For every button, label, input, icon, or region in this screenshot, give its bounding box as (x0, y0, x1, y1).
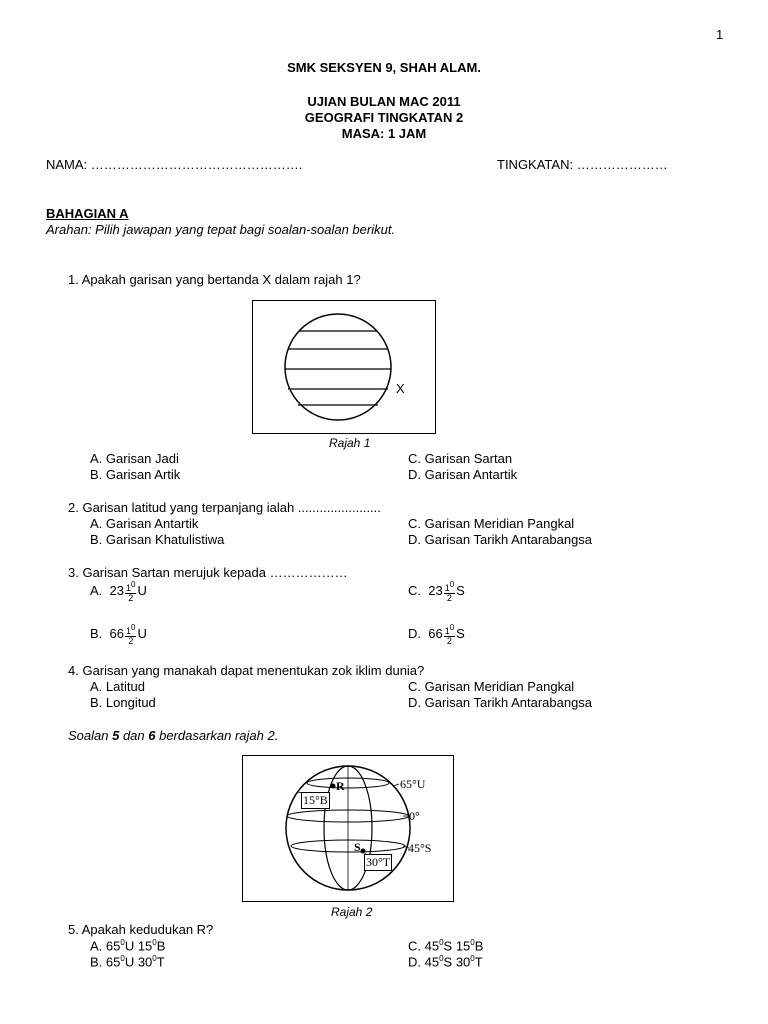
q3-c-letter: C. (408, 582, 421, 598)
latitude-65u-label: 65°U (400, 777, 426, 791)
longitude-15b-label: 15°B (303, 793, 328, 807)
question-2: 2. Garisan latitud yang terpanjang ialah ....................... (68, 500, 381, 515)
q4-option-b[interactable]: B. Longitud (90, 695, 156, 710)
q5-option-c[interactable]: C. $45^0S$ $15^0B$ (408, 938, 484, 954)
q4-option-c[interactable]: C. Garisan Meridian Pangkal (408, 679, 575, 694)
q1-option-a[interactable]: A. Garisan Jadi (90, 451, 179, 466)
q3-c-direction: S (456, 582, 465, 598)
section-instruction: Arahan: Pilih jawapan yang tepat bagi soalan-soalan berikut. (46, 222, 396, 237)
q1-option-d[interactable]: D. Garisan Antartik (408, 467, 518, 482)
q3-b-degree: 66 (109, 625, 124, 641)
fraction: $\frac{1^0}{2}$ (444, 580, 455, 603)
question-4: 4. Garisan yang manakah dapat menentukan zok iklim dunia? (68, 663, 425, 678)
q3-d-letter: D. (408, 625, 421, 641)
q2-option-a[interactable]: A. Garisan Antartik (90, 516, 199, 531)
figure-2 (242, 755, 454, 902)
globe-latitude-diagram (253, 301, 435, 433)
question-1: 1. Apakah garisan yang bertanda X dalam rajah 1? (68, 272, 361, 287)
q4-option-a[interactable]: A. Latitud (90, 679, 145, 694)
q4-option-d[interactable]: D. Garisan Tarikh Antarabangsa (408, 695, 593, 710)
q3-c-degree: 23 (428, 582, 443, 598)
point-r: R (336, 779, 345, 793)
q3-b-direction: U (137, 625, 147, 641)
q3-option-c[interactable] (408, 580, 465, 603)
fraction: $\frac{1^0}{2}$ (444, 623, 455, 646)
latitude-45s-label: 45°S (408, 841, 432, 855)
q5-option-a[interactable]: A. $65^0U$ $15^0B$ (90, 938, 166, 954)
q5-option-b[interactable]: B. $65^0U$ $30^0T$ (90, 954, 165, 970)
point-s: S (354, 840, 361, 854)
q5-option-d[interactable]: D. $45^0S$ $30^0T$ (408, 954, 483, 970)
figure-1-label-x: X (396, 381, 405, 396)
figure-2-caption: Rajah 2 (331, 905, 373, 919)
class-field: TINGKATAN: ………………… (497, 157, 668, 172)
name-field: NAMA: …………………………………………. (46, 157, 303, 172)
fraction: $\frac{1^0}{2}$ (126, 623, 136, 646)
q3-option-a[interactable] (90, 580, 147, 603)
time-title: MASA: 1 JAM (341, 126, 427, 141)
q2-option-b[interactable]: B. Garisan Khatulistiwa (90, 532, 225, 547)
q3-b-letter: B. (90, 625, 103, 641)
figure-1-caption: Rajah 1 (329, 436, 371, 450)
q3-option-d[interactable] (408, 623, 465, 646)
q3-a-letter: A. (90, 582, 103, 598)
q2-option-d[interactable]: D. Garisan Tarikh Antarabangsa (408, 532, 593, 547)
school-title: SMK SEKSYEN 9, SHAH ALAM. (287, 60, 481, 75)
page-number: 1 (716, 27, 724, 42)
latitude-0-label: 0° (409, 809, 420, 823)
q3-d-degree: 66 (428, 625, 443, 641)
q3-d-direction: S (456, 625, 465, 641)
q3-option-b[interactable] (90, 623, 147, 646)
questions-5-6-note: Soalan 5 dan 6 berdasarkan rajah 2. (68, 728, 279, 743)
q2-option-c[interactable]: C. Garisan Meridian Pangkal (408, 516, 575, 531)
fraction: $\frac{1^0}{2}$ (126, 580, 136, 603)
q1-option-c[interactable]: C. Garisan Sartan (408, 451, 513, 466)
question-3: 3. Garisan Sartan merujuk kepada ……………… (68, 565, 348, 580)
q3-a-direction: U (137, 582, 147, 598)
section-title: BAHAGIAN A (46, 206, 129, 221)
q3-a-degree: 23 (109, 582, 124, 598)
exam-title: UJIAN BULAN MAC 2011 (307, 94, 461, 109)
subject-title: GEOGRAFI TINGKATAN 2 (304, 110, 464, 125)
figure-1 (252, 300, 436, 434)
longitude-30t-label: 30°T (366, 855, 391, 869)
question-5: 5. Apakah kedudukan R? (68, 922, 214, 937)
q1-option-b[interactable]: B. Garisan Artik (90, 467, 181, 482)
